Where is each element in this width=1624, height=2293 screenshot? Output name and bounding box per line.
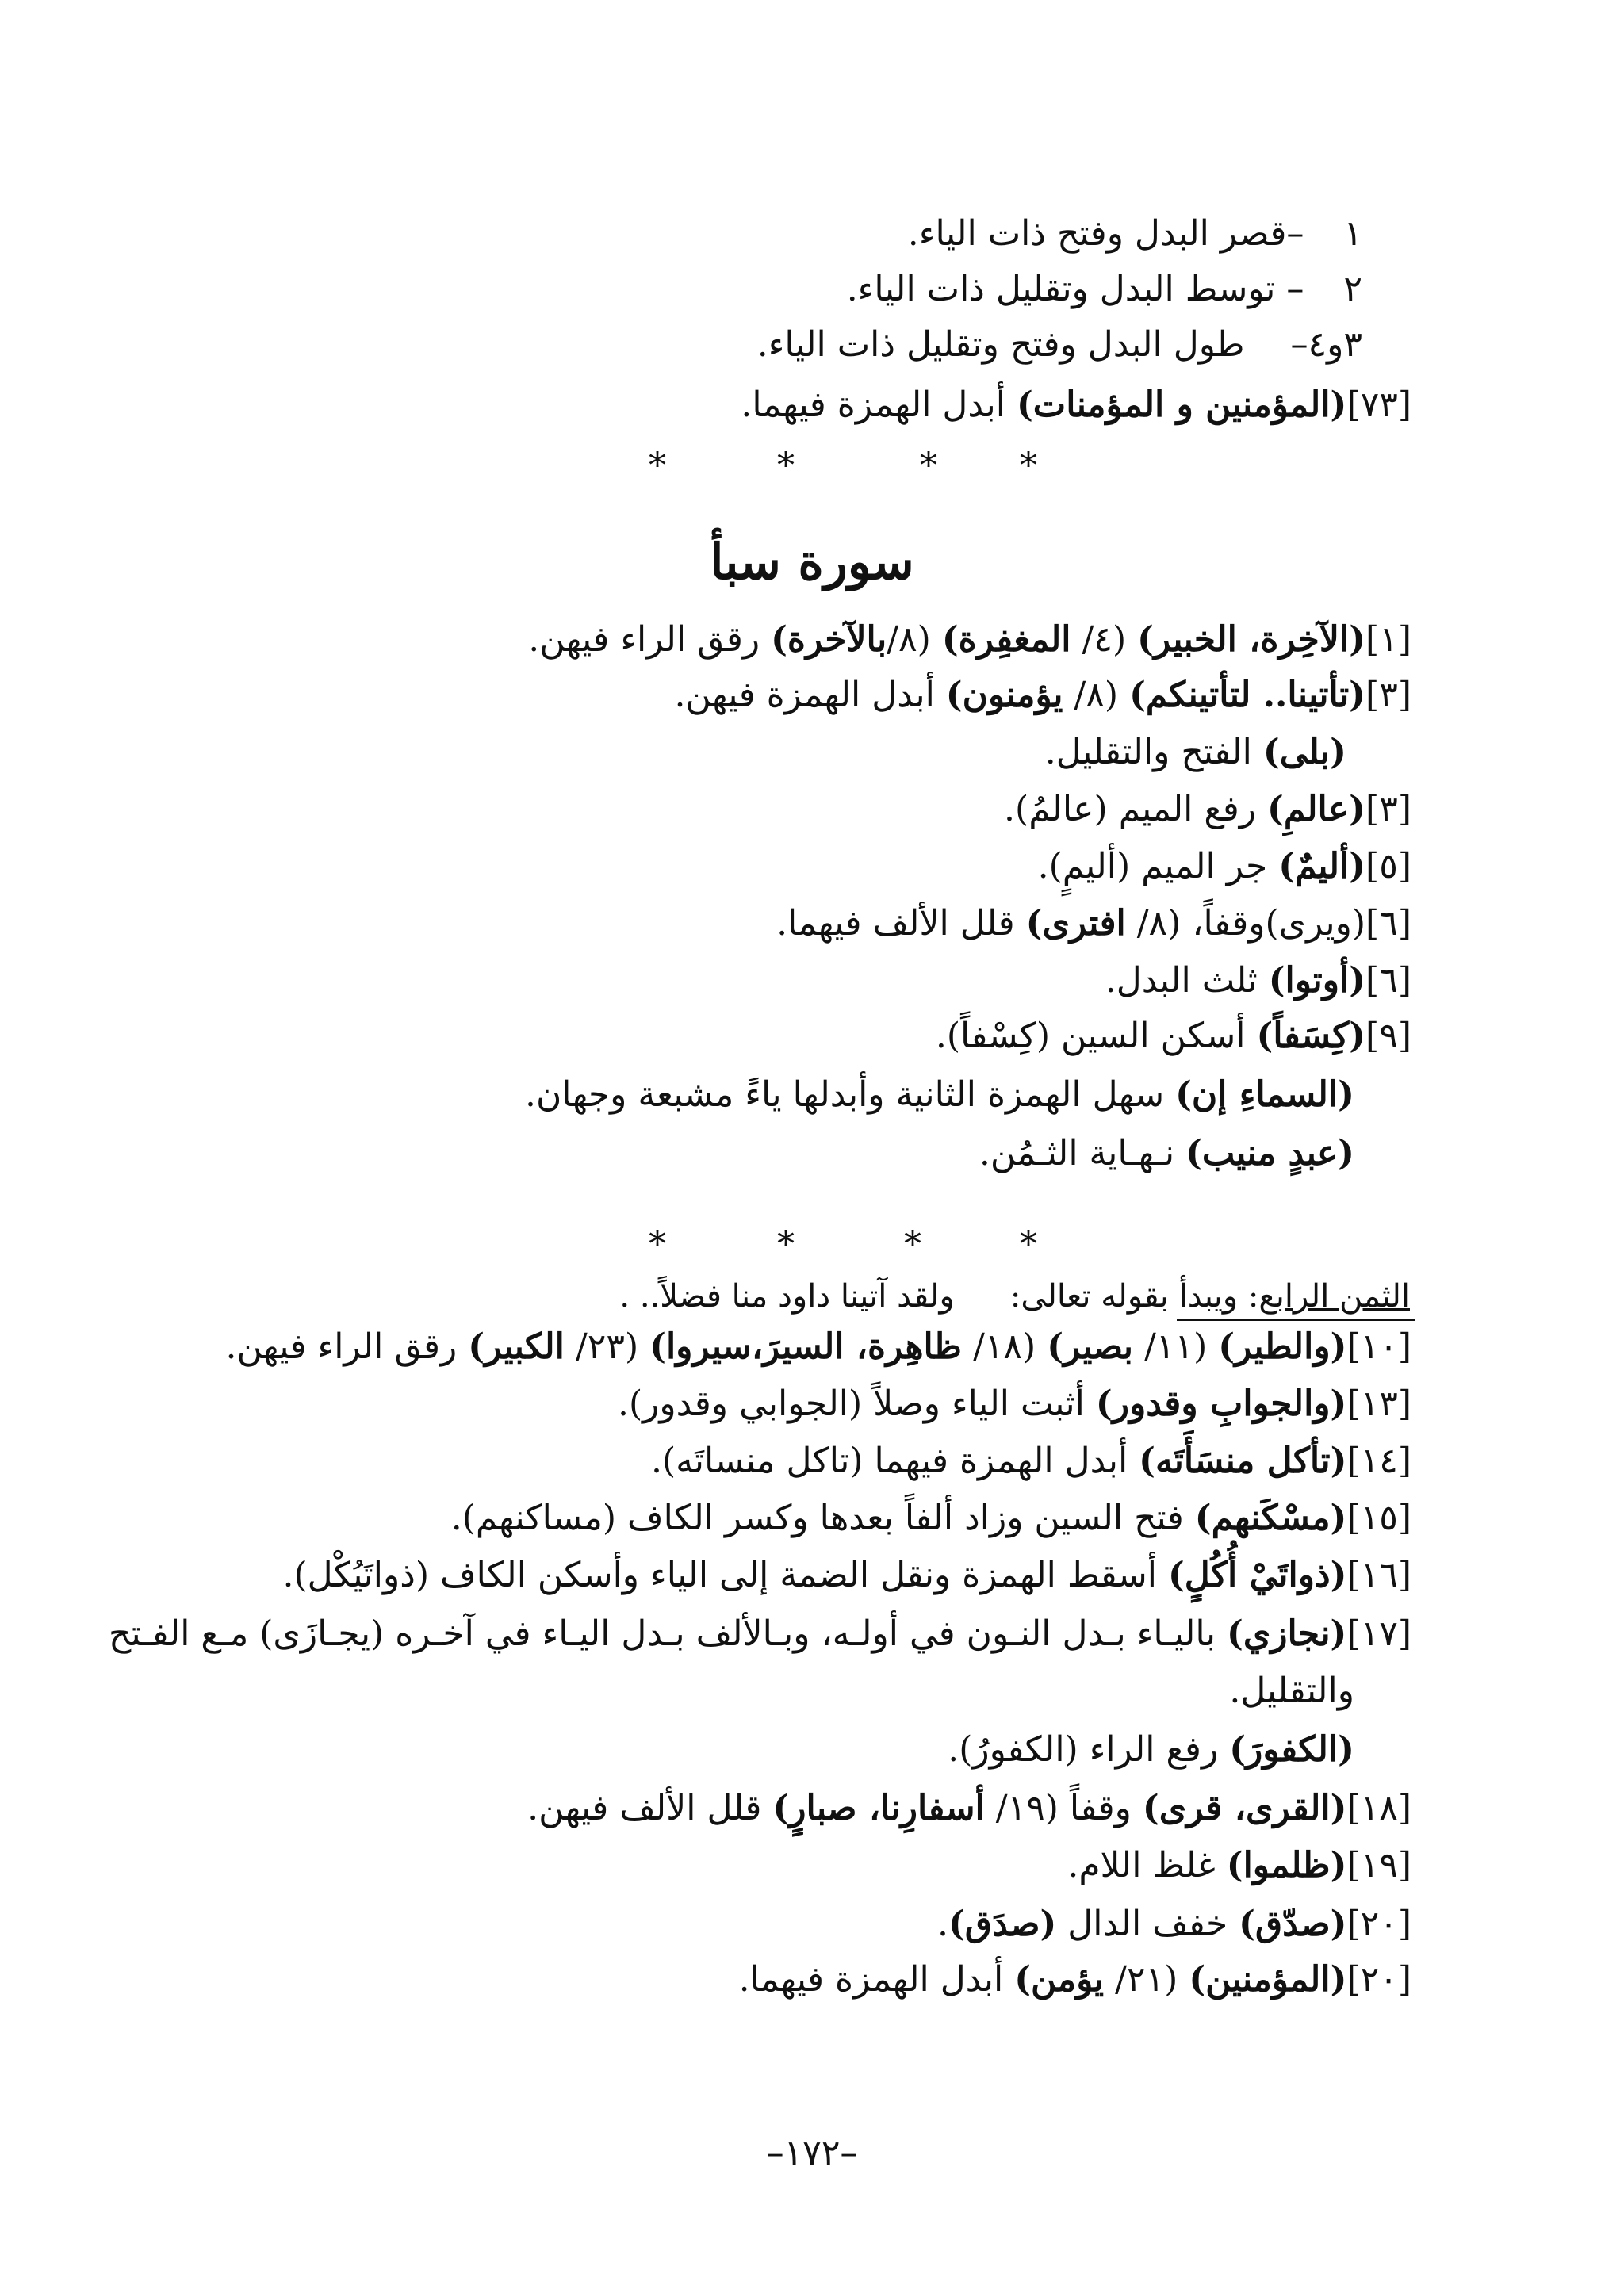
bold-term: (مسْكَنهم) (1194, 1498, 1347, 1538)
note-text: أسكن السين (كِسْفاً). (935, 1016, 1257, 1056)
bold-term: (عالمِ) (1267, 789, 1366, 829)
bold-term: (ظلموا) (1226, 1845, 1347, 1885)
list-text: طول البدل وفتح وتقليل ذات الياء. (756, 324, 1245, 365)
note-line (451, 1494, 1411, 1543)
note-line (525, 1070, 1354, 1120)
bold-term: (تأتينا.. لتأتينكم) (1129, 675, 1366, 715)
note-text: ثلث البدل. (1105, 960, 1269, 1001)
list-item-1 (908, 209, 1362, 258)
verse-ref: [٦] (1365, 960, 1411, 1001)
note-line (282, 1551, 1411, 1600)
bold-term: (تأكل منسَأَتَه) (1139, 1441, 1347, 1481)
note-text: (٨/ (887, 619, 942, 660)
note-text: خفف الدال (1056, 1904, 1239, 1944)
note-text: أبدل الهمزة فيهن. (674, 675, 946, 715)
star: * (649, 1224, 666, 1265)
verse-ref: [١٩] (1346, 1845, 1411, 1885)
note-line (1045, 728, 1346, 777)
verse-ref: [٥] (1365, 846, 1411, 886)
verse-ref: [٢٠] (1346, 1904, 1411, 1944)
note-line (109, 1610, 1411, 1659)
thumn-intro: : ويبدأ بقوله تعالى: (1009, 1278, 1259, 1315)
note-text: نـهـاية الثـمُن. (979, 1133, 1186, 1173)
note-line (936, 1012, 1411, 1061)
star: * (1020, 1224, 1037, 1265)
note-text: (٨/ (1063, 675, 1130, 715)
bold-term: (صدّق) (1239, 1904, 1347, 1944)
bold-term: (كِسَفاً) (1256, 1016, 1366, 1056)
note-text: باليـاء بـدل النـون في أولـه، وبـالألف بـدل اليـاء في آخـره (يجـازَى) مـع الفـتح (108, 1614, 1227, 1654)
star: * (777, 1224, 795, 1265)
bold-term: (نجازي) (1227, 1614, 1347, 1654)
note-line (1004, 785, 1411, 834)
verse-ref: [١٣] (1346, 1384, 1411, 1424)
note-text: (١٨/ (961, 1326, 1048, 1367)
note-line (1067, 1841, 1411, 1890)
verse-ref: [١٧] (1346, 1614, 1411, 1654)
verse-ref: [٢٠] (1346, 1959, 1411, 2000)
bold-term: (ذواتَيْ أُكُلٍ) (1167, 1555, 1347, 1595)
star: * (920, 446, 937, 486)
verse-ref: [١٠] (1346, 1326, 1411, 1367)
note-text: أبدل الهمزة فيهما. (741, 385, 1017, 425)
bold-term: المغفِرة) (941, 619, 1071, 660)
list-number: ١ (1343, 213, 1362, 254)
bold-term: (السماءِ إن) (1175, 1074, 1354, 1115)
note-text: وقفاً (١٩/ (984, 1788, 1143, 1828)
note-text: رفع الراء (الكفورُ). (948, 1729, 1230, 1770)
note-text: أثبت الياء وصلاً (الجوابي وقدور). (618, 1384, 1096, 1424)
bold-term: يؤمنون) (945, 675, 1063, 715)
note-line (527, 1784, 1411, 1833)
bold-term: (أليمٌ) (1278, 846, 1366, 886)
note-line (618, 1380, 1411, 1429)
note-text: والتقليل. (1229, 1671, 1354, 1711)
note-text: الفتح والتقليل. (1044, 732, 1263, 772)
note-text: أبدل الهمزة فيهما. (738, 1959, 1015, 2000)
thumn-label: الثمن الرابع (1258, 1278, 1410, 1315)
star: * (777, 446, 795, 486)
list-text: – توسط البدل وتقليل ذات الياء. (846, 269, 1304, 309)
bold-term: (بلى) (1262, 732, 1346, 772)
bold-term: (أوتوا) (1268, 960, 1366, 1001)
note-text: رقق الراء فيهن. (225, 1326, 469, 1367)
note-text: . (937, 1904, 949, 1944)
note-line (1229, 1667, 1354, 1716)
thumn-line (619, 1272, 1410, 1321)
note-text: أبدل الهمزة فيهما (تاكل منساتَه). (651, 1441, 1139, 1481)
bold-term: (القرى، قرى) (1142, 1788, 1347, 1828)
note-text: جر الميم (أليمٍ). (1037, 846, 1279, 886)
verse-ref: [٣] (1365, 675, 1411, 715)
bold-term: ظاهِرة، السيرَ،سيروا) (649, 1326, 962, 1367)
star: * (904, 1224, 921, 1265)
verse-ref: [١٥] (1346, 1498, 1411, 1538)
note-text: قلل الألف فيهما. (776, 903, 1026, 944)
bold-term: (المؤمنين) (1189, 1959, 1347, 2000)
verse-ref: [١] (1365, 619, 1411, 660)
list-item-3 (757, 320, 1362, 369)
list-number: ٣و٤– (1290, 324, 1362, 365)
bold-term: بالآخرة) (771, 619, 887, 660)
bold-term: أسفارِنا، صبارٍ) (772, 1788, 985, 1828)
verse-ref: [١٤] (1346, 1441, 1411, 1481)
bold-term: افترى) (1025, 903, 1126, 944)
star: * (1020, 446, 1037, 486)
note-line (1038, 842, 1411, 891)
note-text: (٢١/ (1104, 1959, 1189, 2000)
verse-ref: [٧٣] (1346, 385, 1411, 425)
note-text: فتح السين وزاد ألفاً بعدها وكسر الكاف (مساكنهم). (450, 1498, 1195, 1538)
bold-term: يؤمن) (1014, 1959, 1105, 2000)
note-line (1105, 956, 1411, 1005)
note-line (651, 1437, 1411, 1486)
note-text: رفع الميم (عالمُ). (1004, 789, 1268, 829)
note-line (528, 615, 1411, 664)
note-text: قلل الألف فيهن. (527, 1788, 773, 1828)
note-text: غلظ اللام. (1067, 1845, 1227, 1885)
bold-term: (الكفورَ) (1229, 1729, 1354, 1770)
note-text: (٤/ (1071, 619, 1138, 660)
note-text: سهل الهمزة الثانية وأبدلها ياءً مشبعة وجهان. (524, 1074, 1176, 1115)
bold-term: (الآخِرة، الخبير) (1137, 619, 1366, 660)
note-line (675, 671, 1411, 720)
verse-ref: [٩] (1365, 1016, 1411, 1056)
note-line (979, 1129, 1354, 1178)
bold-term: الكبير) (468, 1326, 565, 1367)
bold-term: (عبدٍ منيب) (1185, 1133, 1354, 1173)
note-text: (ويرى)وقفاً، (٨/ (1125, 903, 1366, 944)
verse-ref: [١٦] (1346, 1555, 1411, 1595)
list-number: ٢ (1343, 269, 1362, 309)
verse-ref: [١٨] (1346, 1788, 1411, 1828)
thumn-underline (1177, 1319, 1415, 1321)
bold-term: (صدَق) (948, 1904, 1057, 1944)
bold-term: (المؤمنين و المؤمنات) (1016, 385, 1347, 425)
thumn-verse: ولقد آتينا داود منا فضلاً.. . (619, 1278, 955, 1315)
verse-ref: [٦] (1365, 903, 1411, 944)
list-item-2 (847, 265, 1362, 314)
bold-term: (والطير) (1218, 1326, 1347, 1367)
bold-term: بصير) (1047, 1326, 1133, 1367)
list-text: –قصر البدل وفتح ذات الياء. (907, 213, 1304, 254)
note-73 (741, 381, 1411, 430)
note-line (937, 1900, 1411, 1949)
bold-term: (والجوابِ وقدور) (1095, 1384, 1347, 1424)
surah-title: سورة سبأ (710, 533, 914, 591)
verse-ref: [٣] (1365, 789, 1411, 829)
note-line (776, 899, 1411, 948)
note-line (948, 1725, 1354, 1774)
note-text: رقق الراء فيهن. (528, 619, 772, 660)
note-text: أسقط الهمزة ونقل الضمة إلى الياء وأسكن الكاف (ذواتَيُكْل). (282, 1555, 1168, 1595)
note-line (739, 1955, 1411, 2004)
star: * (649, 446, 666, 486)
note-text: (٢٣/ (564, 1326, 650, 1367)
page-number: –١٧٢– (766, 2133, 858, 2173)
note-text: (١١/ (1132, 1326, 1219, 1367)
note-line (225, 1323, 1411, 1372)
